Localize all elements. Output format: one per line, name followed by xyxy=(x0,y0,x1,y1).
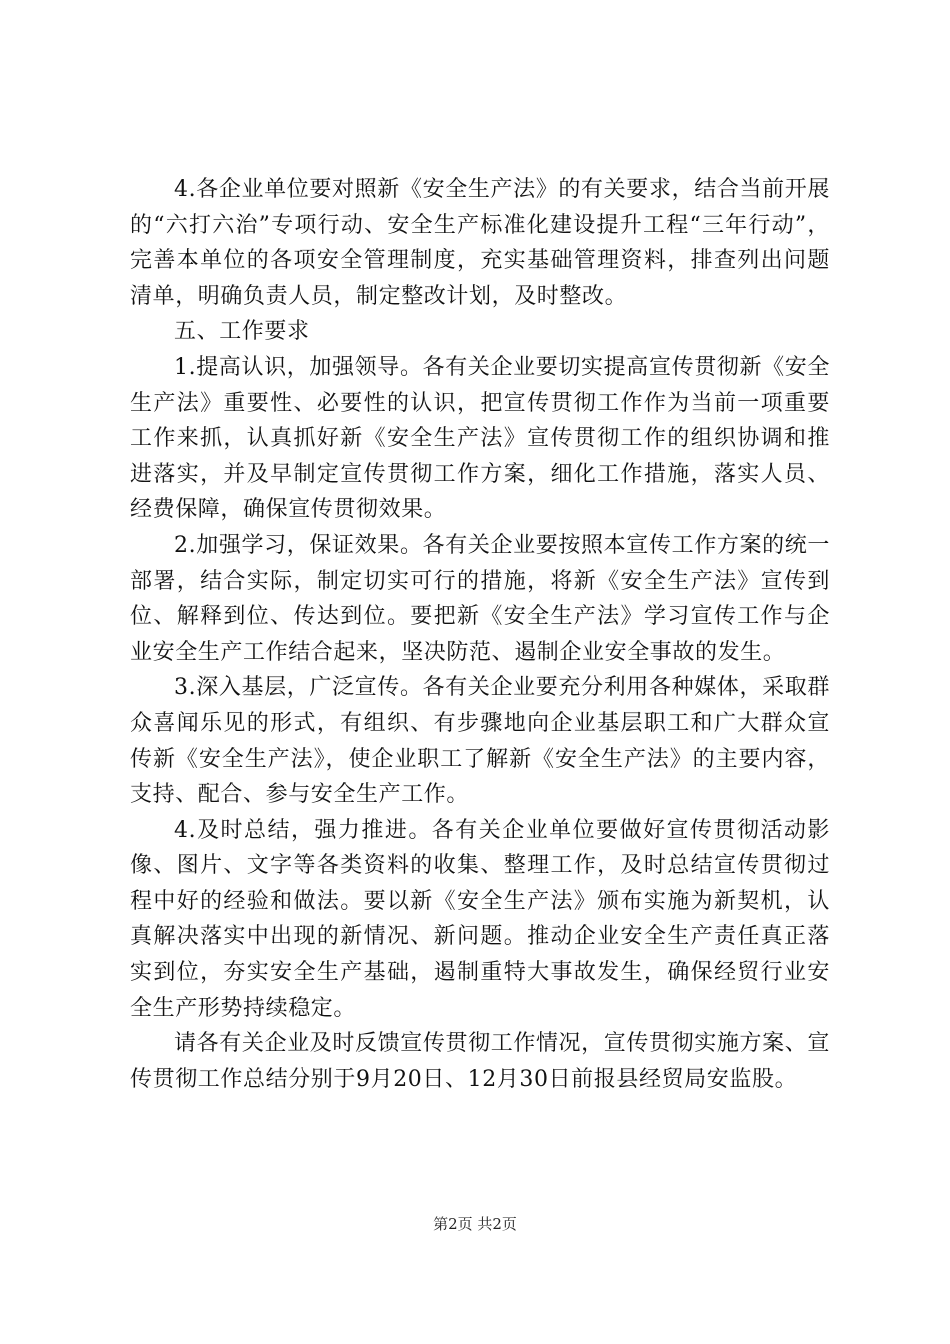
paragraph-requirement-3: 3.深入基层，广泛宣传。各有关企业要充分利用各种媒体，采取群众喜闻乐见的形式，有组织、有步骤地向企业基层职工和广大群众宣传新《安全生产法》，使企业职工了解新《安全生产法》的主要内容，支持、配合、参与安全生产工作。 xyxy=(130,675,830,808)
paragraph-requirement-2: 2.加强学习，保证效果。各有关企业要按照本宣传工作方案的统一部署，结合实际，制定切实可行的措施，将新《安全生产法》宣传到位、解释到位、传达到位。要把新《安全生产法》学习宣传工作与企业安全生产工作结合起来，坚决防范、遏制企业安全事故的发生。 xyxy=(130,532,830,665)
section-heading-work-requirements: 五、工作要求 xyxy=(174,319,310,345)
paragraph-requirement-4: 4.及时总结，强力推进。各有关企业单位要做好宣传贯彻活动影像、图片、文字等各类资料的收集、整理工作，及时总结宣传贯彻过程中好的经验和做法。要以新《安全生产法》颁布实施为新契机，认真解决落实中出现的新情况、新问题。推动企业安全生产责任真正落实到位，夯实安全生产基础，遏制重特大事故发生，确保经贸行业安全生产形势持续稳定。 xyxy=(130,817,830,1021)
paragraph-closing-note: 请各有关企业及时反馈宣传贯彻工作情况，宣传贯彻实施方案、宣传贯彻工作总结分别于9月20日、12月30日前报县经贸局安监股。 xyxy=(130,1031,830,1092)
paragraph-requirement-1: 1.提高认识，加强领导。各有关企业要切实提高宣传贯彻新《安全生产法》重要性、必要性的认识，把宣传贯彻工作作为当前一项重要工作来抓，认真抓好新《安全生产法》宣传贯彻工作的组织协调和推进落实，并及早制定宣传贯彻工作方案，细化工作措施，落实人员、经费保障，确保宣传贯彻效果。 xyxy=(130,354,830,523)
page-number-footer: 第2页 共2页 xyxy=(433,1215,517,1233)
paragraph-item-4-text: 4.各企业单位要对照新《安全生产法》的有关要求，结合当前开展的“六打六治”专项行动、安全生产标准化建设提升工程“三年行动”，完善本单位的各项安全管理制度，充实基础管理资料，排查列出问题清单，明确负责人员，制定整改计划，及时整改。 xyxy=(130,177,830,309)
document-body xyxy=(130,172,830,1097)
